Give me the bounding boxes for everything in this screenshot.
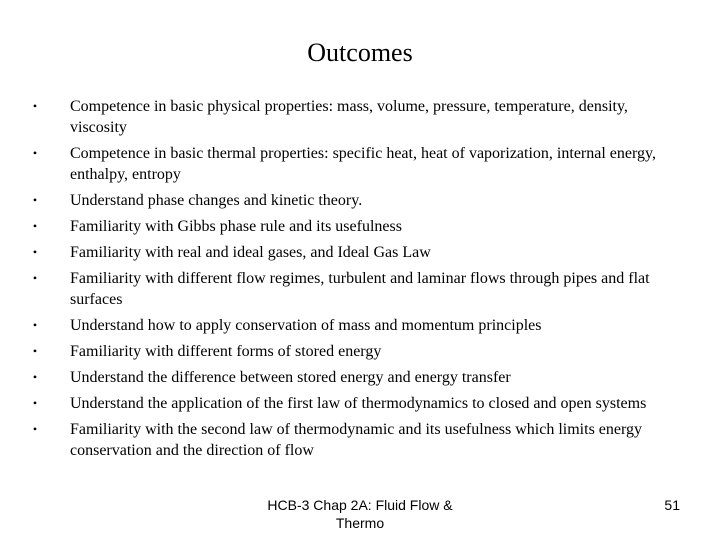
bullet-icon: •: [32, 396, 38, 410]
list-item: [28, 367, 678, 388]
list-item: [28, 242, 678, 263]
outcomes-list: [28, 96, 678, 466]
list-item-text: Competence in basic thermal properties: specific heat, heat of vaporization, internal energy, enthalpy, entropy: [70, 145, 656, 183]
list-item: [28, 216, 678, 237]
bullet-icon: •: [32, 146, 38, 160]
list-item-text: Understand the difference between stored energy and energy transfer: [70, 369, 511, 386]
list-item: [28, 393, 678, 414]
list-item: [28, 190, 678, 211]
list-item-text: Competence in basic physical properties: mass, volume, pressure, temperature, density, viscosity: [70, 98, 628, 136]
list-item-text: Familiarity with real and ideal gases, and Ideal Gas Law: [70, 244, 431, 261]
list-item-text: Familiarity with the second law of thermodynamic and its usefulness which limits energy conservation and the direction of flow: [70, 421, 643, 459]
list-item-text: Familiarity with different forms of stored energy: [70, 343, 382, 360]
list-item: [28, 315, 678, 336]
slide-title: Outcomes: [307, 38, 413, 67]
bullet-icon: •: [32, 344, 38, 358]
list-item: [28, 143, 678, 185]
list-item: [28, 268, 678, 310]
list-item: [28, 96, 678, 138]
list-item: [28, 419, 678, 461]
bullet-icon: •: [32, 193, 38, 207]
list-item-text: Understand the application of the first law of thermodynamics to closed and open systems: [70, 395, 647, 412]
list-item-text: Familiarity with different flow regimes, turbulent and laminar flows through pipes and flat surfaces: [70, 270, 650, 308]
bullet-icon: •: [32, 318, 38, 332]
footer-text: HCB-3 Chap 2A: Fluid Flow & Thermo: [267, 497, 453, 531]
bullet-icon: •: [32, 422, 38, 436]
page-number: 51: [664, 497, 680, 513]
bullet-icon: •: [32, 219, 38, 233]
bullet-icon: •: [32, 245, 38, 259]
bullet-icon: •: [32, 99, 38, 113]
list-item-text: Understand how to apply conservation of mass and momentum principles: [70, 317, 542, 334]
bullet-icon: •: [32, 370, 38, 384]
bullet-icon: •: [32, 271, 38, 285]
list-item-text: Understand phase changes and kinetic theory.: [70, 192, 363, 209]
list-item: [28, 341, 678, 362]
list-item-text: Familiarity with Gibbs phase rule and its usefulness: [70, 218, 402, 235]
